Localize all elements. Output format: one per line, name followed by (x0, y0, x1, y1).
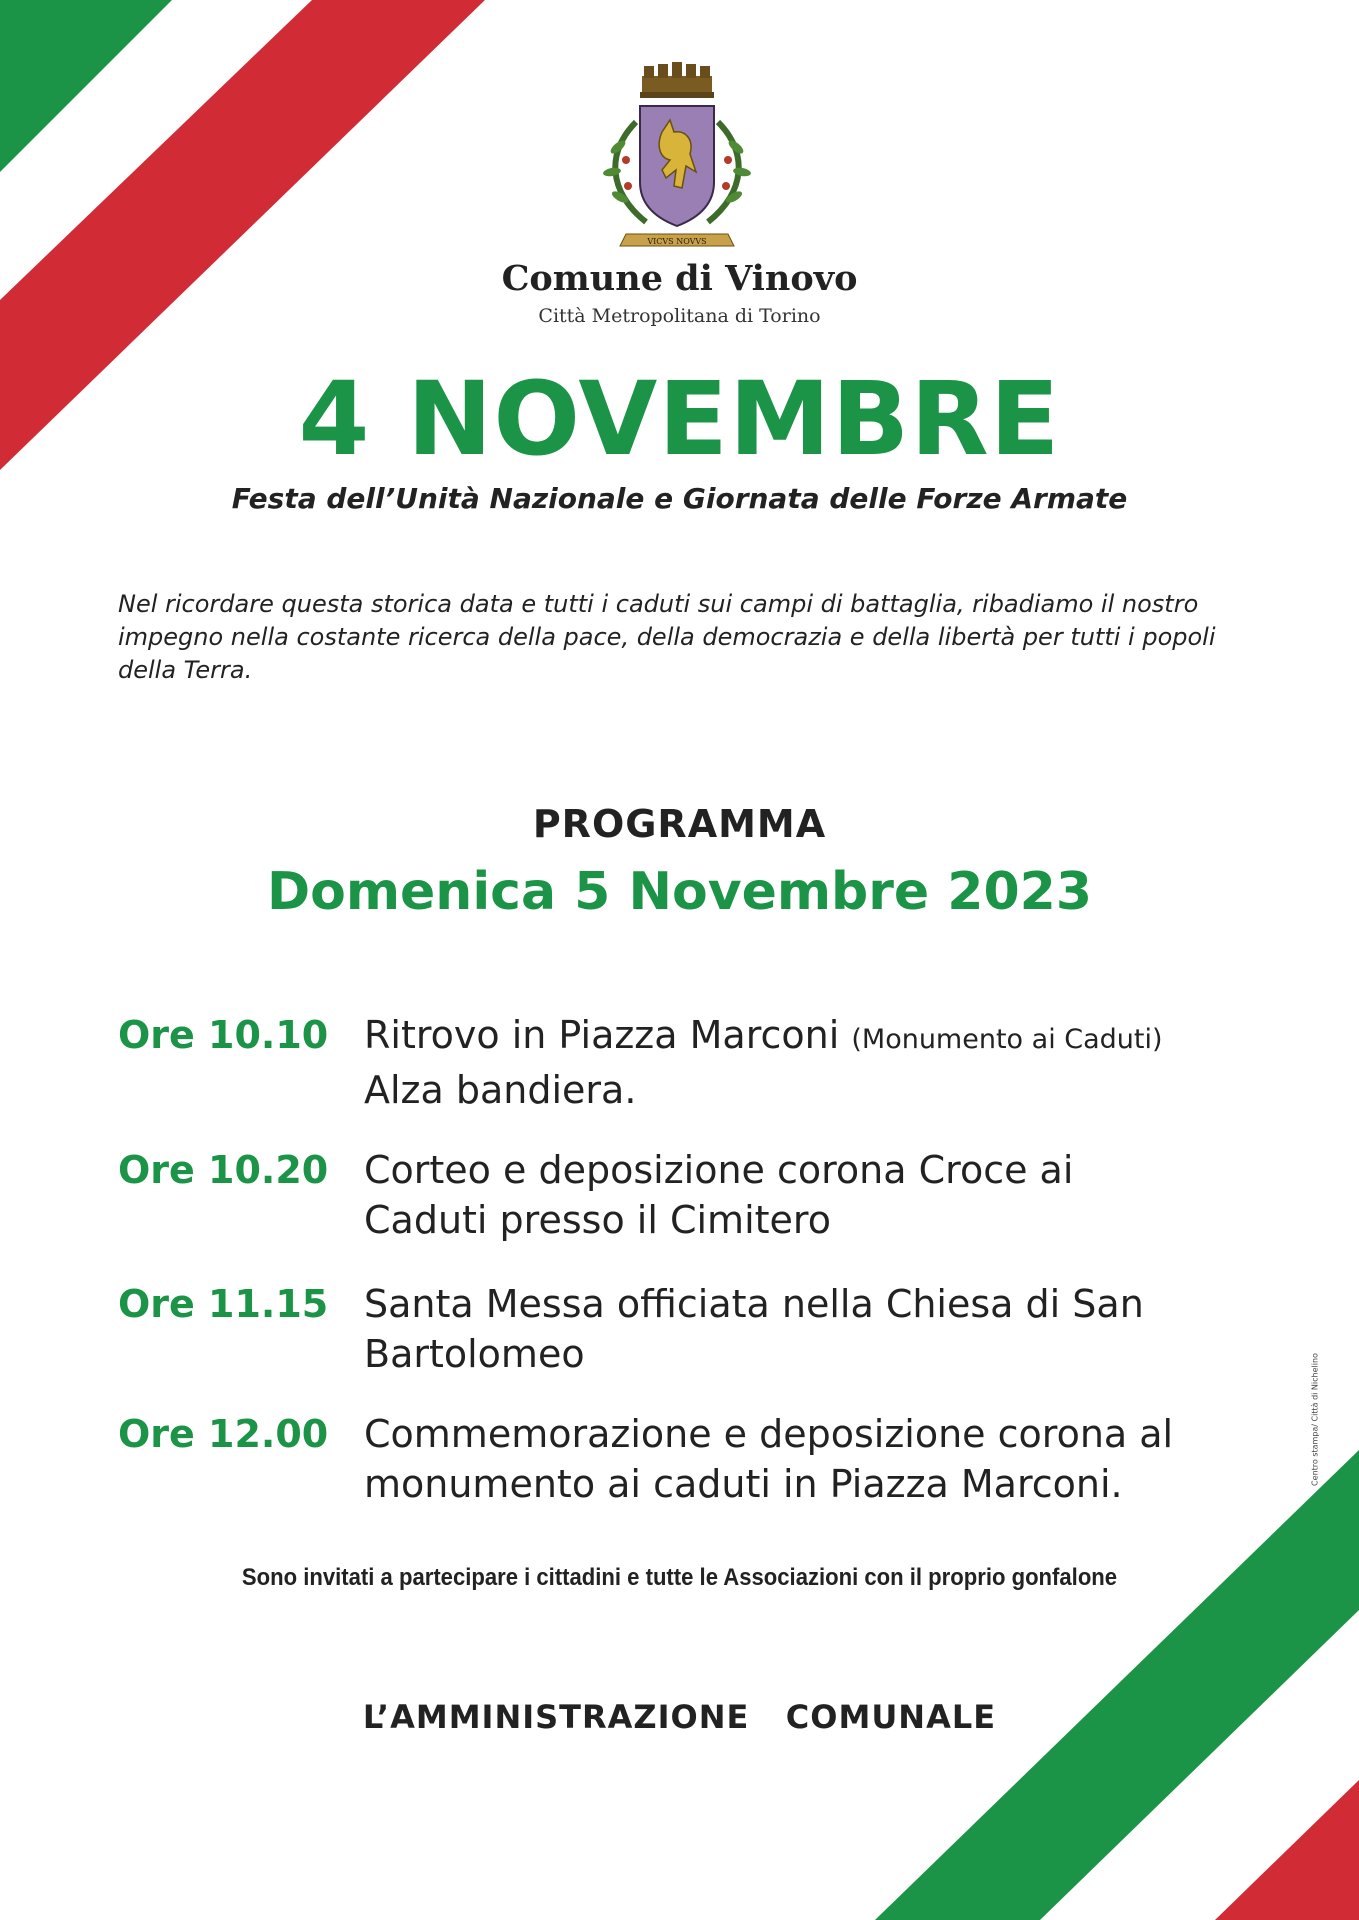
footer-signature: L’AMMINISTRAZIONE COMUNALE (362, 1698, 997, 1736)
event-date: Domenica 5 Novembre 2023 (266, 862, 1093, 922)
intro-paragraph: Nel ricordare questa storica data e tutti i caduti sui campi di battaglia, ribadiamo il nostro impegno nella costante ricerca della pace, della democrazia e della libertà per tutti i popoli della Terra. (118, 590, 1216, 684)
schedule-text-second: Alza bandiera. (364, 1068, 637, 1112)
bottom-red-stripe (1215, 1780, 1359, 1920)
programma-heading: PROGRAMMA (532, 802, 827, 846)
schedule-time: Ore 12.00 (118, 1412, 329, 1456)
metro-name: Città Metropolitana di Torino (538, 305, 821, 327)
coat-of-arms-icon (596, 62, 758, 258)
schedule-item (118, 1279, 1268, 1379)
schedule-text-main: Ritrovo in Piazza Marconi (364, 1013, 840, 1057)
schedule-text: Corteo e deposizione corona Croce ai Caduti presso il Cimitero (364, 1148, 1074, 1242)
schedule-time: Ore 11.15 (118, 1282, 329, 1326)
invite-note: Sono invitati a partecipare i cittadini e tutte le Associazioni con il proprio gonfalone (241, 1564, 1118, 1591)
schedule-time: Ore 10.20 (118, 1148, 329, 1192)
schedule-text: Santa Messa officiata nella Chiesa di San Bartolomeo (364, 1282, 1144, 1376)
page-title: 4 NOVEMBRE (298, 360, 1061, 479)
schedule-item (118, 1409, 1268, 1509)
page-subtitle: Festa dell’Unità Nazionale e Giornata delle Forze Armate (231, 482, 1128, 515)
schedule-time: Ore 10.10 (118, 1013, 329, 1057)
top-green-stripe (0, 0, 172, 172)
schedule-list (118, 1010, 1268, 1539)
print-credit: Centro stampa/ Città di Nichelino (1310, 1353, 1320, 1486)
schedule-item (118, 1145, 1268, 1245)
schedule-text (364, 1010, 1264, 1115)
schedule-item (118, 1010, 1268, 1115)
crest-motto: VICVS NOVVS (647, 237, 707, 246)
schedule-text: Commemorazione e deposizione corona al monumento ai caduti in Piazza Marconi. (364, 1412, 1174, 1506)
comune-name: Comune di Vinovo (501, 258, 858, 299)
schedule-note: (Monumento ai Caduti) (851, 1024, 1163, 1055)
